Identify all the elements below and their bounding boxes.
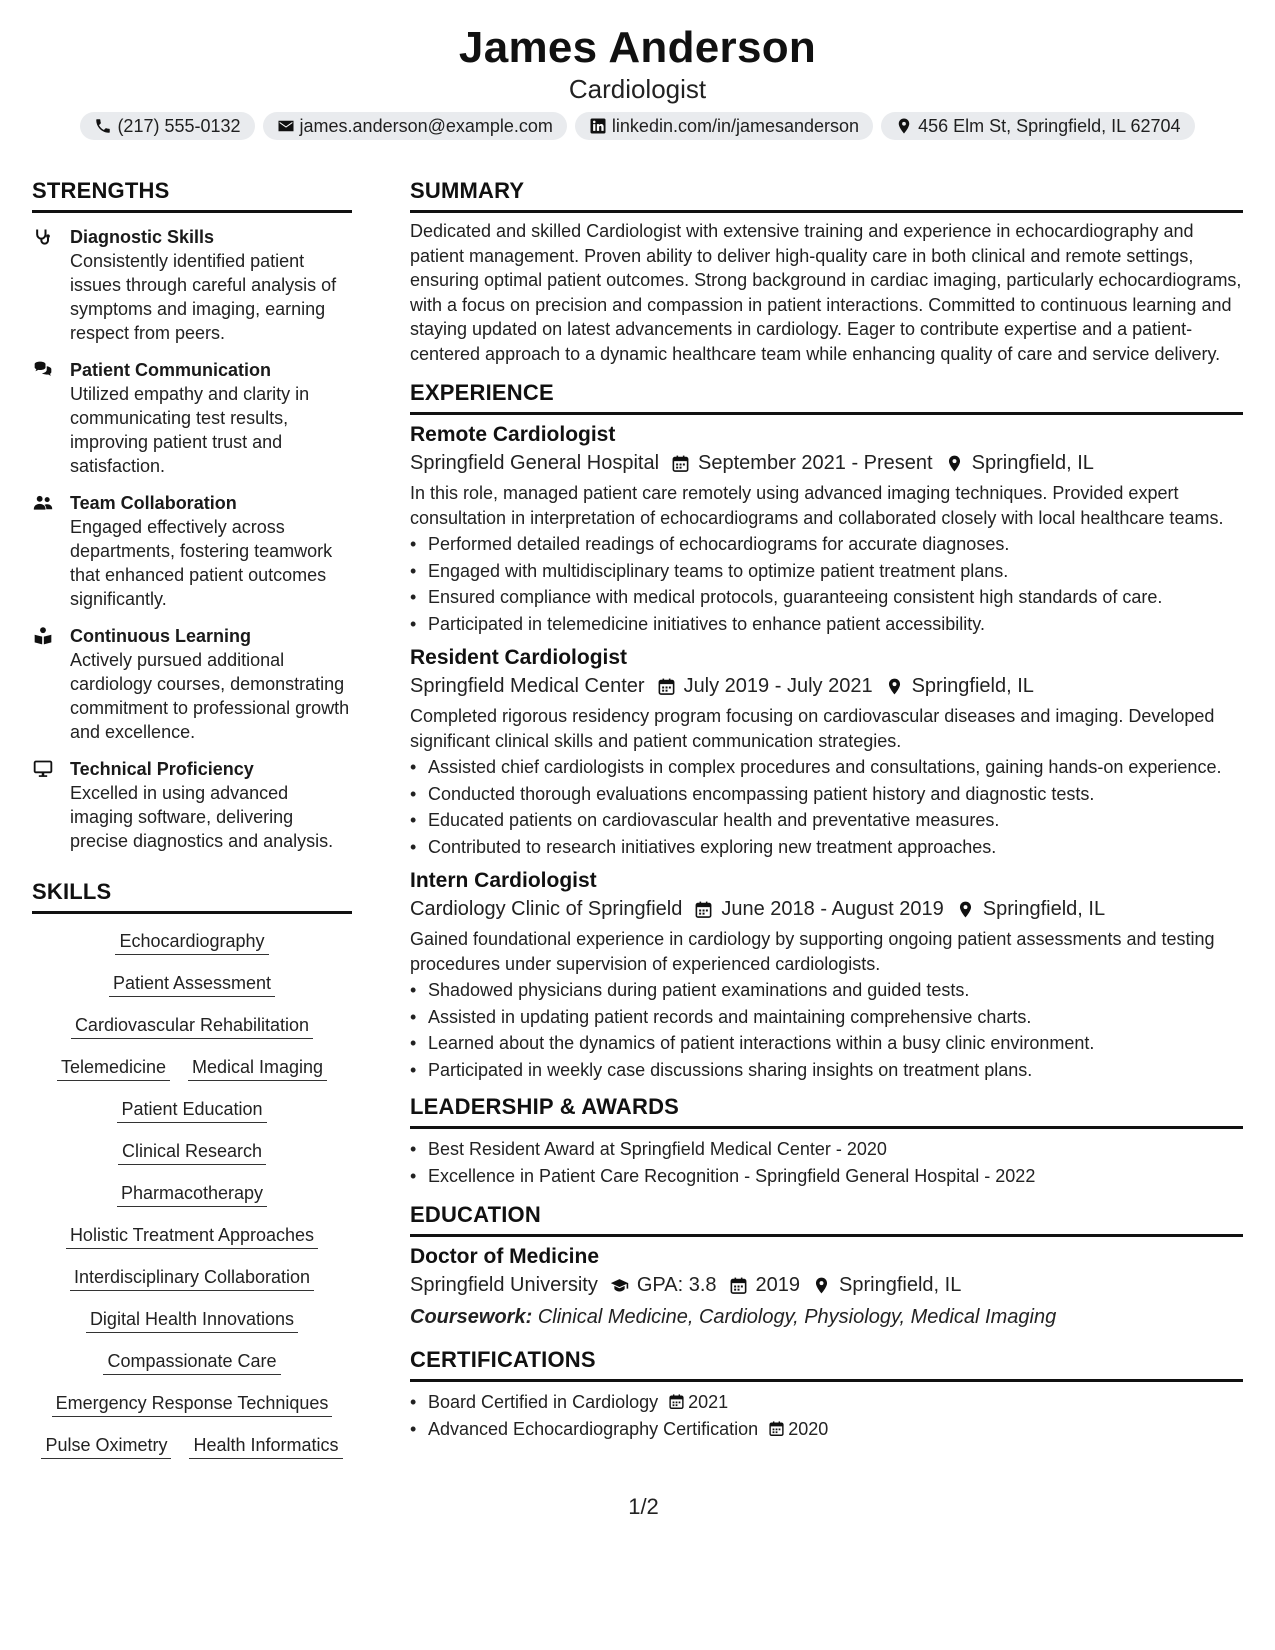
job-bullet: • Educated patients on cardiovascular health and preventative measures. xyxy=(410,808,1243,833)
calendar-icon xyxy=(768,1420,785,1437)
education-heading: EDUCATION xyxy=(410,1202,1243,1237)
school-name: Springfield University xyxy=(410,1274,598,1296)
location-icon xyxy=(895,117,913,135)
job-title: Resident Cardiologist xyxy=(410,646,628,669)
job-bullet: • Assisted chief cardiologists in complex procedures and consultations, gaining hands-on experience. xyxy=(410,755,1243,780)
skill-tag: Patient Education xyxy=(117,1096,266,1123)
linkedin-icon xyxy=(589,117,607,135)
strength-item xyxy=(32,491,352,611)
experience-heading: EXPERIENCE xyxy=(410,380,1243,415)
job-bullet: • Ensured compliance with medical protocols, guaranteeing consistent high standards of care. xyxy=(410,585,1243,610)
certification-item xyxy=(410,1417,1243,1442)
candidate-name: James Anderson xyxy=(458,23,817,72)
job-title: Remote Cardiologist xyxy=(410,423,616,446)
summary-heading: SUMMARY xyxy=(410,178,1243,213)
summary-text: Dedicated and skilled Cardiologist with extensive training and experience in echocardiography and patient management. Proven ability to deliver high-quality care in both clinical and remote settings, ensuring optimal patient outcomes. Strong background in cardiac imaging, particularly echocardiograms, with a focus on precision and compassion in patient interactions. Committed to continuous learning and staying updated on latest advancements in cardiology. Eager to contribute expertise and a patient-centered approach to a dynamic healthcare team while enhancing quality of care and service delivery. xyxy=(410,221,1242,364)
contact-phone[interactable] xyxy=(80,112,254,140)
skill-tag: Emergency Response Techniques xyxy=(52,1390,333,1417)
skills-heading: SKILLS xyxy=(32,879,352,914)
calendar-icon xyxy=(668,1393,685,1410)
calendar-icon xyxy=(671,454,690,473)
leadership-heading: LEADERSHIP & AWARDS xyxy=(410,1094,1243,1129)
location-icon xyxy=(945,454,964,473)
strength-desc: Actively pursued additional cardiology courses, demonstrating commitment to professional growth and excellence. xyxy=(70,650,350,742)
job-bullets xyxy=(410,532,1243,636)
book-reader-icon xyxy=(32,626,54,646)
skill-tag: Holistic Treatment Approaches xyxy=(66,1222,318,1249)
resume-header xyxy=(0,0,1275,140)
certification-item xyxy=(410,1390,1243,1415)
calendar-icon xyxy=(729,1276,748,1295)
job-location: Springfield, IL xyxy=(911,675,1034,697)
job-meta xyxy=(410,672,1243,700)
strength-item xyxy=(32,624,352,744)
graduation-cap-icon xyxy=(610,1276,629,1295)
job-description: Gained foundational experience in cardiology by supporting ongoing patient assessments and testing procedures under supervision of experienced cardiologists. xyxy=(410,929,1215,974)
skill-tag: Patient Assessment xyxy=(109,970,275,997)
job-entry xyxy=(410,867,1243,1082)
job-entry xyxy=(410,421,1243,636)
job-meta xyxy=(410,895,1243,923)
strength-name: Diagnostic Skills xyxy=(70,227,215,247)
degree-title: Doctor of Medicine xyxy=(410,1245,600,1268)
contact-bar xyxy=(0,112,1275,140)
coursework-label: Coursework: xyxy=(410,1306,533,1328)
skill-tag: Cardiovascular Rehabilitation xyxy=(71,1012,313,1039)
coursework-text: Clinical Medicine, Cardiology, Physiology, Medical Imaging xyxy=(537,1306,1057,1328)
certification-year: 2021 xyxy=(688,1392,729,1412)
strength-item xyxy=(32,358,352,478)
education-entry xyxy=(410,1243,1243,1331)
strength-name: Continuous Learning xyxy=(70,626,251,646)
job-company: Cardiology Clinic of Springfield xyxy=(410,898,683,920)
page-number: 1/2 xyxy=(628,1494,659,1519)
certification-name: Advanced Echocardiography Certification xyxy=(428,1418,759,1439)
job-bullets xyxy=(410,755,1243,859)
certifications-list xyxy=(410,1390,1243,1441)
left-column xyxy=(32,178,352,1459)
strength-name: Patient Communication xyxy=(70,360,272,380)
location-icon xyxy=(812,1276,831,1295)
award-item: • Excellence in Patient Care Recognition - Springfield General Hospital - 2022 xyxy=(410,1164,1243,1189)
skill-tag: Clinical Research xyxy=(118,1138,266,1165)
stethoscope-icon xyxy=(32,227,54,247)
award-item: • Best Resident Award at Springfield Medical Center - 2020 xyxy=(410,1137,1243,1162)
coursework xyxy=(410,1303,1243,1331)
job-location: Springfield, IL xyxy=(971,452,1094,474)
job-description: In this role, managed patient care remotely using advanced imaging techniques. Provided expert consultation in interpretation of echocardiograms and collaborated closely with local healthcare teams. xyxy=(410,483,1224,528)
job-dates: September 2021 - Present xyxy=(698,452,933,474)
awards-list xyxy=(410,1137,1243,1188)
contact-address xyxy=(881,112,1195,140)
strength-item xyxy=(32,757,352,853)
contact-linkedin[interactable] xyxy=(575,112,873,140)
gpa: GPA: 3.8 xyxy=(636,1274,717,1296)
job-bullet: • Conducted thorough evaluations encompassing patient history and diagnostic tests. xyxy=(410,782,1243,807)
job-bullet: • Shadowed physicians during patient examinations and guided tests. xyxy=(410,978,1243,1003)
contact-email-text: james.anderson@example.com xyxy=(299,115,553,136)
calendar-icon xyxy=(657,677,676,696)
job-bullet: • Performed detailed readings of echocardiograms for accurate diagnoses. xyxy=(410,532,1243,557)
strength-desc: Engaged effectively across departments, fostering teamwork that enhanced patient outcomes significantly. xyxy=(70,517,333,609)
job-dates: July 2019 - July 2021 xyxy=(683,675,873,697)
email-icon xyxy=(277,117,295,135)
certifications-heading: CERTIFICATIONS xyxy=(410,1347,1243,1382)
job-dates: June 2018 - August 2019 xyxy=(721,898,944,920)
skill-tag: Pulse Oximetry xyxy=(41,1432,171,1459)
skill-tag: Pharmacotherapy xyxy=(117,1180,267,1207)
graduation-year: 2019 xyxy=(755,1274,801,1296)
contact-linkedin-text: linkedin.com/in/jamesanderson xyxy=(611,115,860,136)
comments-icon xyxy=(32,360,54,380)
contact-address-text: 456 Elm St, Springfield, IL 62704 xyxy=(918,115,1181,136)
job-bullets xyxy=(410,978,1243,1082)
strength-desc: Utilized empathy and clarity in communicating test results, improving patient trust and satisfaction. xyxy=(70,384,310,476)
desktop-icon xyxy=(32,759,54,779)
skill-tag: Digital Health Innovations xyxy=(86,1306,298,1333)
job-bullet: • Learned about the dynamics of patient interactions within a busy clinic environment. xyxy=(410,1031,1243,1056)
certification-year: 2020 xyxy=(788,1418,829,1439)
school-location: Springfield, IL xyxy=(839,1274,962,1296)
users-icon xyxy=(32,493,54,513)
skill-tag: Echocardiography xyxy=(115,928,268,955)
job-company: Springfield General Hospital xyxy=(410,452,660,474)
job-bullet: • Assisted in updating patient records and maintaining comprehensive charts. xyxy=(410,1005,1243,1030)
location-icon xyxy=(885,677,904,696)
calendar-icon xyxy=(694,900,713,919)
strengths-heading: STRENGTHS xyxy=(32,178,352,213)
skill-tag: Medical Imaging xyxy=(188,1054,327,1081)
job-location: Springfield, IL xyxy=(982,898,1106,920)
skills-list xyxy=(32,928,352,1459)
job-title: Intern Cardiologist xyxy=(410,869,597,892)
certification-name: Board Certified in Cardiology xyxy=(428,1392,659,1412)
contact-email[interactable] xyxy=(263,112,567,140)
education-meta xyxy=(410,1271,1243,1299)
job-bullet: • Participated in telemedicine initiatives to enhance patient accessibility. xyxy=(410,612,1243,637)
strength-item xyxy=(32,225,352,345)
location-icon xyxy=(956,900,975,919)
right-column xyxy=(410,178,1243,1459)
skill-tag: Interdisciplinary Collaboration xyxy=(70,1264,314,1291)
job-meta xyxy=(410,449,1243,477)
job-bullet: • Participated in weekly case discussions sharing insights on treatment plans. xyxy=(410,1058,1243,1083)
skill-tag: Compassionate Care xyxy=(103,1348,280,1375)
strength-desc: Excelled in using advanced imaging software, delivering precise diagnostics and analysis. xyxy=(70,783,334,851)
strength-name: Team Collaboration xyxy=(70,493,237,513)
skill-tag: Health Informatics xyxy=(189,1432,342,1459)
skill-tag: Telemedicine xyxy=(57,1054,170,1081)
phone-icon xyxy=(94,117,112,135)
job-bullet: • Engaged with multidisciplinary teams to optimize patient treatment plans. xyxy=(410,559,1243,584)
contact-phone-text: (217) 555-0132 xyxy=(117,115,241,136)
candidate-title: Cardiologist xyxy=(568,74,707,104)
job-company: Springfield Medical Center xyxy=(410,675,645,697)
strength-desc: Consistently identified patient issues through careful analysis of symptoms and imaging, earning respect from peers. xyxy=(70,251,337,343)
strength-name: Technical Proficiency xyxy=(70,759,254,779)
job-bullet: • Contributed to research initiatives exploring new treatment approaches. xyxy=(410,835,1243,860)
job-description: Completed rigorous residency program focusing on cardiovascular diseases and imaging. Developed significant clinical skills and patient communication strategies. xyxy=(410,706,1215,751)
job-entry xyxy=(410,644,1243,859)
